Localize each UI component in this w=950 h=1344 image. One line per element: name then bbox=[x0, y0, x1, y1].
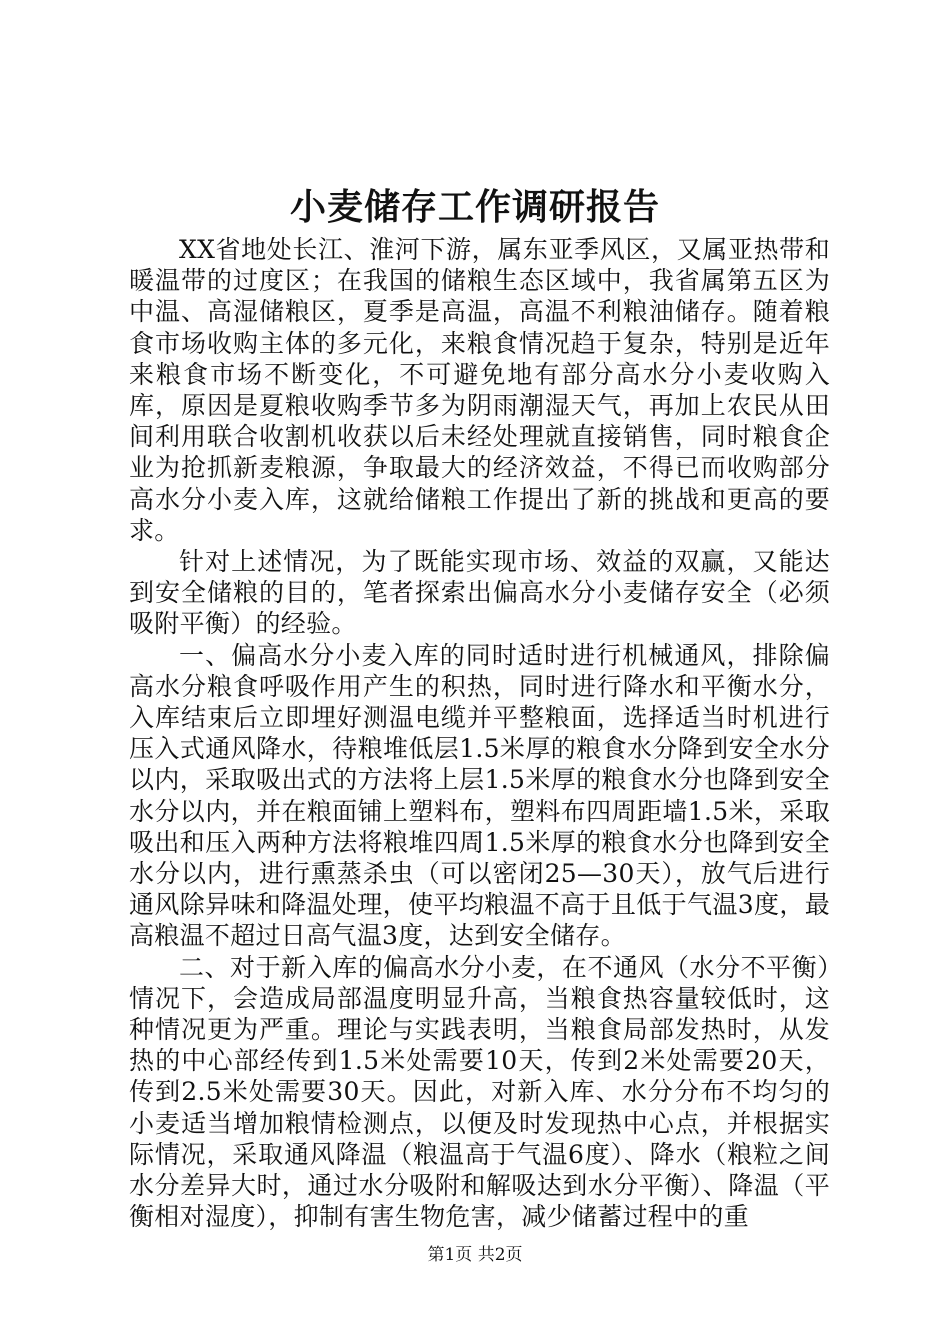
page-number-footer: 第1页 共2页 bbox=[427, 1245, 523, 1265]
document-body bbox=[129, 234, 830, 1233]
paragraph-section-2: 二、对于新入库的偏高水分小麦，在不通风（水分不平衡）情况下，会造成局部温度明显升高，当粮食热容量较低时，这种情况更为严重。理论与实践表明，当粮食局部发热时，从发热的中心部经传到1.5米处需要10天，传到2米处需要20天，传到2.5米处需要30天。因此，对新入库、水分分布不均匀的小麦适当增加粮情检测点，以便及时发现热中心点，并根据实际情况，采取通风降温（粮温高于气温6度）、降水（粮粒之间水分差异大时，通过水分吸附和解吸达到水分平衡）、降温（平衡相对湿度），抑制有害生物危害，减少储蓄过程中的重 bbox=[129, 952, 830, 1232]
paragraph-section-1: 一、偏高水分小麦入库的同时适时进行机械通风，排除偏高水分粮食呼吸作用产生的积热，同时进行降水和平衡水分，入库结束后立即埋好测温电缆并平整粮面，选择适当时机进行压入式通风降水，待粮堆低层1.5米厚的粮食水分降到安全水分以内，采取吸出式的方法将上层1.5米厚的粮食水分也降到安全水分以内，并在粮面铺上塑料布，塑料布四周距墙1.5米，采取吸出和压入两种方法将粮堆四周1.5米厚的粮食水分也降到安全水分以内，进行熏蒸杀虫（可以密闭25—30天），放气后进行通风除异味和降温处理，使平均粮温不高于且低于气温3度，最高粮温不超过日高气温3度，达到安全储存。 bbox=[129, 640, 830, 951]
document-title: 小麦储存工作调研报告 bbox=[289, 186, 660, 228]
paragraph-purpose: 针对上述情况，为了既能实现市场、效益的双赢，又能达到安全储粮的目的，笔者探索出偏高水分小麦储存安全（必须吸附平衡）的经验。 bbox=[129, 547, 830, 639]
paragraph-intro: XX省地处长江、淮河下游，属东亚季风区，又属亚热带和暖温带的过度区；在我国的储粮生态区域中，我省属第五区为中温、高湿储粮区，夏季是高温，高温不利粮油储存。随着粮食市场收购主体的多元化，来粮食情况趋于复杂，特别是近年来粮食市场不断变化，不可避免地有部分高水分小麦收购入库，原因是夏粮收购季节多为阴雨潮湿天气，再加上农民从田间利用联合收割机收获以后未经处理就直接销售，同时粮食企业为抢抓新麦粮源，争取最大的经济效益，不得已而收购部分高水分小麦入库，这就给储粮工作提出了新的挑战和更高的要求。 bbox=[129, 235, 830, 545]
